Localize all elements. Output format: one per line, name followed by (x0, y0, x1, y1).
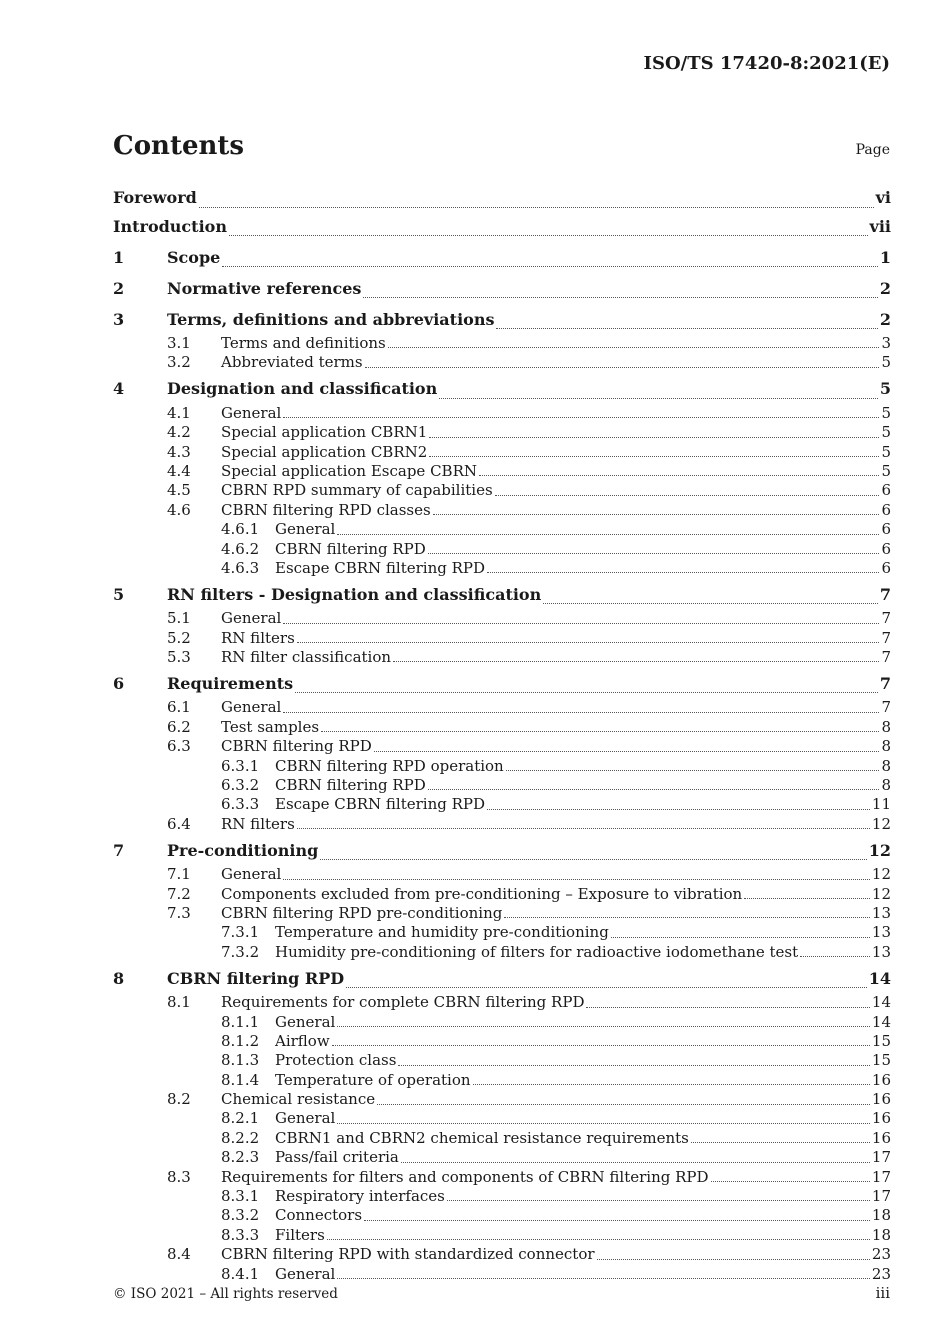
dot-leader (327, 1238, 870, 1240)
toc-entry-title: CBRN filtering RPD operation (275, 756, 504, 775)
toc-entry-page: 7 (881, 648, 891, 667)
toc-entry[interactable] (113, 213, 891, 242)
toc-entry-page: 8 (881, 756, 891, 775)
toc-entry-title: CBRN1 and CBRN2 chemical resistance requirements (275, 1128, 689, 1147)
toc-entry-title: CBRN filtering RPD (221, 737, 372, 756)
dot-leader (222, 265, 878, 267)
toc-entry-page: 5 (879, 379, 891, 399)
toc-entry[interactable] (113, 241, 891, 272)
toc-entry[interactable] (113, 404, 891, 423)
toc-entry-title: Chemical resistance (221, 1090, 376, 1109)
toc-entry[interactable] (113, 962, 891, 993)
toc-entry-page: 6 (881, 558, 891, 577)
toc-entry-page: 15 (871, 1031, 891, 1050)
toc-entry-number: 6.1 (167, 698, 191, 717)
toc-entry-number: 4.2 (167, 423, 191, 442)
toc-entry-page: 16 (871, 1070, 891, 1089)
toc-entry[interactable] (113, 1206, 891, 1225)
page-column-label: Page (855, 142, 890, 158)
toc-entry[interactable] (113, 885, 891, 904)
toc-entry[interactable] (113, 1032, 891, 1051)
toc-entry[interactable] (113, 1090, 891, 1109)
toc-entry-page: 23 (871, 1264, 891, 1283)
toc-entry-page: 18 (871, 1206, 891, 1225)
page-number: iii (875, 1284, 890, 1302)
dot-leader (374, 750, 880, 752)
toc-entry-number: 4 (113, 379, 125, 399)
dot-leader (295, 691, 878, 693)
document-id: ISO/TS 17420-8:2021(E) (643, 53, 890, 74)
toc-entry-title: Requirements (167, 673, 294, 693)
toc-entry-number: 4.6.1 (221, 520, 260, 539)
toc-entry[interactable] (113, 698, 891, 717)
toc-entry[interactable] (113, 1129, 891, 1148)
dot-leader (297, 827, 870, 829)
toc-entry-page: 1 (879, 247, 891, 267)
toc-entry[interactable] (113, 795, 891, 814)
toc-entry-number: 5.1 (167, 609, 191, 628)
toc-entry[interactable] (113, 718, 891, 737)
toc-entry-page: 7 (881, 628, 891, 647)
toc-entry-page: 5 (881, 403, 891, 422)
toc-entry-number: 6 (113, 673, 125, 693)
toc-entry[interactable] (113, 993, 891, 1012)
toc-entry-page: 6 (881, 500, 891, 519)
toc-entry[interactable] (113, 443, 891, 462)
dot-leader (393, 660, 879, 662)
dot-leader (479, 474, 879, 476)
toc-entry[interactable] (113, 737, 891, 756)
toc-entry[interactable] (113, 1168, 891, 1187)
toc-entry-page: 14 (868, 968, 891, 988)
toc-entry-number: 5.3 (167, 648, 191, 667)
dot-leader (229, 234, 868, 236)
dot-leader (597, 1258, 870, 1260)
toc-entry-number: 5 (113, 584, 125, 604)
toc-entry-title: Terms, definitions and abbreviations (167, 309, 495, 329)
toc-entry-number: 8.2 (167, 1090, 191, 1109)
toc-entry-title: Special application CBRN1 (221, 423, 428, 442)
toc-entry-title: Filters (275, 1225, 325, 1244)
toc-entry-title: CBRN filtering RPD with standardized connector (221, 1245, 595, 1264)
dot-leader (283, 711, 879, 713)
dot-leader (429, 455, 879, 457)
toc-entry-number: 8.2.2 (221, 1128, 260, 1147)
toc-entry-number: 4.6.3 (221, 558, 260, 577)
toc-entry[interactable] (113, 334, 891, 353)
toc-entry-page: 8 (881, 737, 891, 756)
toc-entry-page: 6 (881, 539, 891, 558)
toc-entry-title: RN filters (221, 628, 295, 647)
toc-entry[interactable] (113, 1110, 891, 1129)
toc-entry-title: RN filters (221, 814, 295, 833)
toc-entry-title: CBRN filtering RPD (167, 968, 345, 988)
toc-entry-page: 17 (871, 1167, 891, 1186)
toc-entry-title: Temperature of operation (275, 1070, 471, 1089)
toc-entry-title: CBRN filtering RPD (275, 539, 426, 558)
table-of-contents (113, 184, 891, 1284)
toc-entry-number: 1 (113, 247, 125, 267)
dot-leader (283, 416, 879, 418)
dot-leader (691, 1141, 870, 1143)
toc-entry-page: 5 (881, 442, 891, 461)
toc-entry-number: 4.5 (167, 481, 191, 500)
toc-entry-page: 6 (881, 520, 891, 539)
toc-entry-number: 6.4 (167, 814, 191, 833)
toc-entry-page: 2 (879, 278, 891, 298)
dot-leader (439, 397, 878, 399)
toc-entry-page: 6 (881, 481, 891, 500)
toc-entry-title: General (221, 609, 282, 628)
toc-entry-title: Abbreviated terms (221, 353, 363, 372)
toc-entry[interactable] (113, 609, 891, 628)
toc-entry-page: 18 (871, 1225, 891, 1244)
toc-entry-number: 6.3.2 (221, 776, 260, 795)
toc-entry-title: Escape CBRN filtering RPD (275, 795, 486, 814)
toc-entry-title: Humidity pre-conditioning of filters for radioactive iodomethane test (275, 942, 799, 961)
toc-entry-number: 7 (113, 840, 125, 860)
toc-entry-title: Terms and definitions (221, 333, 386, 352)
toc-entry-page: 12 (871, 865, 891, 884)
dot-leader (433, 513, 880, 515)
toc-entry-page: 7 (879, 584, 891, 604)
dot-leader (487, 808, 870, 810)
dot-leader (429, 436, 879, 438)
toc-entry-number: 6.3.3 (221, 795, 260, 814)
toc-entry-page: vi (875, 188, 891, 207)
toc-entry-page: 23 (871, 1245, 891, 1264)
toc-entry-title: RN filters - Designation and classification (167, 584, 542, 604)
toc-entry-page: vii (869, 216, 891, 236)
toc-entry-title: Requirements for filters and components of CBRN filtering RPD (221, 1167, 709, 1186)
toc-entry-title: CBRN RPD summary of capabilities (221, 481, 493, 500)
dot-leader (320, 858, 866, 860)
dot-leader (199, 206, 874, 208)
toc-entry-number: 8 (113, 968, 125, 988)
toc-entry-number: 2 (113, 278, 125, 298)
toc-entry[interactable] (113, 943, 891, 962)
toc-entry-number: 4.6 (167, 500, 191, 519)
toc-entry-title: Respiratory interfaces (275, 1187, 445, 1206)
toc-entry[interactable] (113, 1051, 891, 1070)
dot-leader (496, 327, 877, 329)
toc-entry-number: 8.2.1 (221, 1109, 260, 1128)
toc-entry[interactable] (113, 923, 891, 942)
toc-entry-title: Connectors (275, 1206, 363, 1225)
toc-entry-title: Airflow (275, 1031, 330, 1050)
toc-entry-title: Requirements for complete CBRN filtering RPD (221, 993, 585, 1012)
toc-entry-title: Designation and classification (167, 379, 438, 399)
dot-leader (428, 552, 880, 554)
toc-entry-number: 8.1.4 (221, 1070, 260, 1089)
toc-entry-page: 17 (871, 1187, 891, 1206)
toc-entry[interactable] (113, 423, 891, 442)
dot-leader (487, 571, 879, 573)
dot-leader (321, 730, 879, 732)
toc-entry[interactable] (113, 1148, 891, 1167)
dot-leader (800, 955, 870, 957)
toc-entry-page: 12 (871, 814, 891, 833)
toc-entry-title: Special application Escape CBRN (221, 461, 477, 480)
toc-entry-page: 12 (868, 840, 891, 860)
toc-entry-number: 6.3.1 (221, 756, 260, 775)
toc-entry-number: 7.2 (167, 884, 191, 903)
toc-entry-number: 7.1 (167, 865, 191, 884)
dot-leader (297, 641, 880, 643)
toc-entry-number: 4.6.2 (221, 539, 260, 558)
toc-entry[interactable] (113, 865, 891, 884)
toc-entry[interactable] (113, 373, 891, 404)
dot-leader (543, 602, 878, 604)
toc-entry-title: General (221, 865, 282, 884)
toc-entry-page: 12 (871, 884, 891, 903)
toc-entry[interactable] (113, 559, 891, 578)
toc-entry-title: Escape CBRN filtering RPD (275, 558, 486, 577)
copyright-notice: © ISO 2021 – All rights reserved (113, 1286, 338, 1302)
dot-leader (447, 1199, 870, 1201)
contents-heading: Contents (113, 131, 245, 161)
toc-entry-number: 8.3.1 (221, 1187, 260, 1206)
toc-entry-number: 8.4 (167, 1245, 191, 1264)
toc-entry-page: 17 (871, 1148, 891, 1167)
toc-entry-page: 7 (879, 673, 891, 693)
toc-entry[interactable] (113, 648, 891, 667)
toc-entry-title: Components excluded from pre-conditioning – Exposure to vibration (221, 884, 743, 903)
toc-entry[interactable] (113, 757, 891, 776)
toc-entry-page: 5 (881, 423, 891, 442)
toc-entry-page: 5 (881, 353, 891, 372)
toc-entry-title: Scope (167, 247, 221, 267)
dot-leader (337, 1277, 870, 1279)
toc-entry-number: 8.3 (167, 1167, 191, 1186)
toc-entry[interactable] (113, 578, 891, 609)
toc-entry-title: General (275, 1109, 336, 1128)
toc-entry-page: 13 (871, 903, 891, 922)
toc-entry-title: Normative references (167, 278, 362, 298)
toc-entry-number: 4.3 (167, 442, 191, 461)
dot-leader (711, 1180, 870, 1182)
toc-entry[interactable] (113, 520, 891, 539)
toc-entry-title: General (221, 698, 282, 717)
toc-entry-page: 13 (871, 942, 891, 961)
dot-leader (506, 769, 880, 771)
toc-entry-page: 8 (881, 717, 891, 736)
toc-entry-page: 7 (881, 609, 891, 628)
toc-entry-page: 8 (881, 776, 891, 795)
toc-entry[interactable] (113, 1226, 891, 1245)
toc-entry[interactable] (113, 629, 891, 648)
toc-entry[interactable] (113, 834, 891, 865)
dot-leader (428, 788, 880, 790)
toc-entry[interactable] (113, 184, 891, 213)
toc-entry-title: CBRN filtering RPD (275, 776, 426, 795)
dot-leader (346, 986, 867, 988)
toc-entry-page: 3 (881, 333, 891, 352)
toc-entry-number: 6.3 (167, 737, 191, 756)
toc-entry-page: 16 (871, 1090, 891, 1109)
toc-entry-title: General (275, 1012, 336, 1031)
toc-entry-title: General (275, 1264, 336, 1283)
toc-entry-title: General (221, 403, 282, 422)
toc-entry[interactable] (113, 501, 891, 520)
toc-entry[interactable] (113, 481, 891, 500)
toc-entry-number: 8.2.3 (221, 1148, 260, 1167)
dot-leader (586, 1006, 869, 1008)
toc-entry-title: Pass/fail criteria (275, 1148, 399, 1167)
toc-entry[interactable] (113, 1013, 891, 1032)
toc-entry-number: 3.1 (167, 333, 191, 352)
toc-entry-title: Protection class (275, 1051, 397, 1070)
toc-entry-page: 11 (871, 795, 891, 814)
toc-entry-title: Temperature and humidity pre-conditioning (275, 923, 609, 942)
toc-entry-page: 14 (871, 993, 891, 1012)
toc-entry-page: 16 (871, 1109, 891, 1128)
toc-entry[interactable] (113, 353, 891, 372)
dot-leader (473, 1083, 870, 1085)
dot-leader (365, 366, 880, 368)
toc-entry-number: 8.1.3 (221, 1051, 260, 1070)
dot-leader (337, 1025, 870, 1027)
dot-leader (388, 346, 880, 348)
toc-entry-number: 7.3 (167, 903, 191, 922)
toc-entry-title: Foreword (113, 188, 197, 207)
dot-leader (364, 1219, 870, 1221)
toc-entry[interactable] (113, 1245, 891, 1264)
dot-leader (401, 1161, 870, 1163)
dot-leader (398, 1064, 869, 1066)
toc-entry-title: CBRN filtering RPD classes (221, 500, 431, 519)
dot-leader (495, 494, 880, 496)
dot-leader (744, 897, 870, 899)
toc-entry-number: 6.2 (167, 717, 191, 736)
toc-entry[interactable] (113, 667, 891, 698)
dot-leader (363, 296, 877, 298)
dot-leader (283, 878, 870, 880)
toc-entry-page: 15 (871, 1051, 891, 1070)
toc-entry-number: 7.3.1 (221, 923, 260, 942)
dot-leader (337, 1122, 870, 1124)
toc-entry-number: 8.1 (167, 993, 191, 1012)
dot-leader (377, 1103, 870, 1105)
toc-entry-title: Introduction (113, 216, 227, 236)
dot-leader (611, 936, 870, 938)
toc-entry[interactable] (113, 303, 891, 334)
toc-entry[interactable] (113, 1187, 891, 1206)
toc-entry-number: 3.2 (167, 353, 191, 372)
toc-entry[interactable] (113, 1071, 891, 1090)
toc-entry[interactable] (113, 776, 891, 795)
toc-entry-number: 8.4.1 (221, 1264, 260, 1283)
toc-entry[interactable] (113, 272, 891, 303)
toc-entry-number: 8.3.3 (221, 1225, 260, 1244)
toc-entry-number: 8.1.1 (221, 1012, 260, 1031)
toc-entry-title: RN filter classification (221, 648, 392, 667)
toc-entry[interactable] (113, 815, 891, 834)
toc-entry-title: Pre-conditioning (167, 840, 319, 860)
toc-entry[interactable] (113, 462, 891, 481)
toc-entry-number: 8.1.2 (221, 1031, 260, 1050)
toc-entry-number: 7.3.2 (221, 942, 260, 961)
toc-entry-page: 5 (881, 461, 891, 480)
dot-leader (283, 622, 879, 624)
toc-entry-page: 13 (871, 923, 891, 942)
toc-entry-title: General (275, 520, 336, 539)
toc-entry-number: 4.4 (167, 461, 191, 480)
toc-entry[interactable] (113, 904, 891, 923)
dot-leader (504, 916, 870, 918)
toc-entry-number: 4.1 (167, 403, 191, 422)
toc-entry-number: 8.3.2 (221, 1206, 260, 1225)
toc-entry-page: 14 (871, 1012, 891, 1031)
toc-entry[interactable] (113, 1265, 891, 1284)
toc-entry-title: CBRN filtering RPD pre-conditioning (221, 903, 503, 922)
toc-entry-number: 5.2 (167, 628, 191, 647)
toc-entry-title: Special application CBRN2 (221, 442, 428, 461)
toc-entry-page: 16 (871, 1128, 891, 1147)
toc-entry-title: Test samples (221, 717, 320, 736)
toc-entry-page: 7 (881, 698, 891, 717)
dot-leader (332, 1044, 870, 1046)
toc-entry-number: 3 (113, 309, 125, 329)
dot-leader (337, 533, 879, 535)
toc-entry-page: 2 (879, 309, 891, 329)
toc-entry[interactable] (113, 540, 891, 559)
